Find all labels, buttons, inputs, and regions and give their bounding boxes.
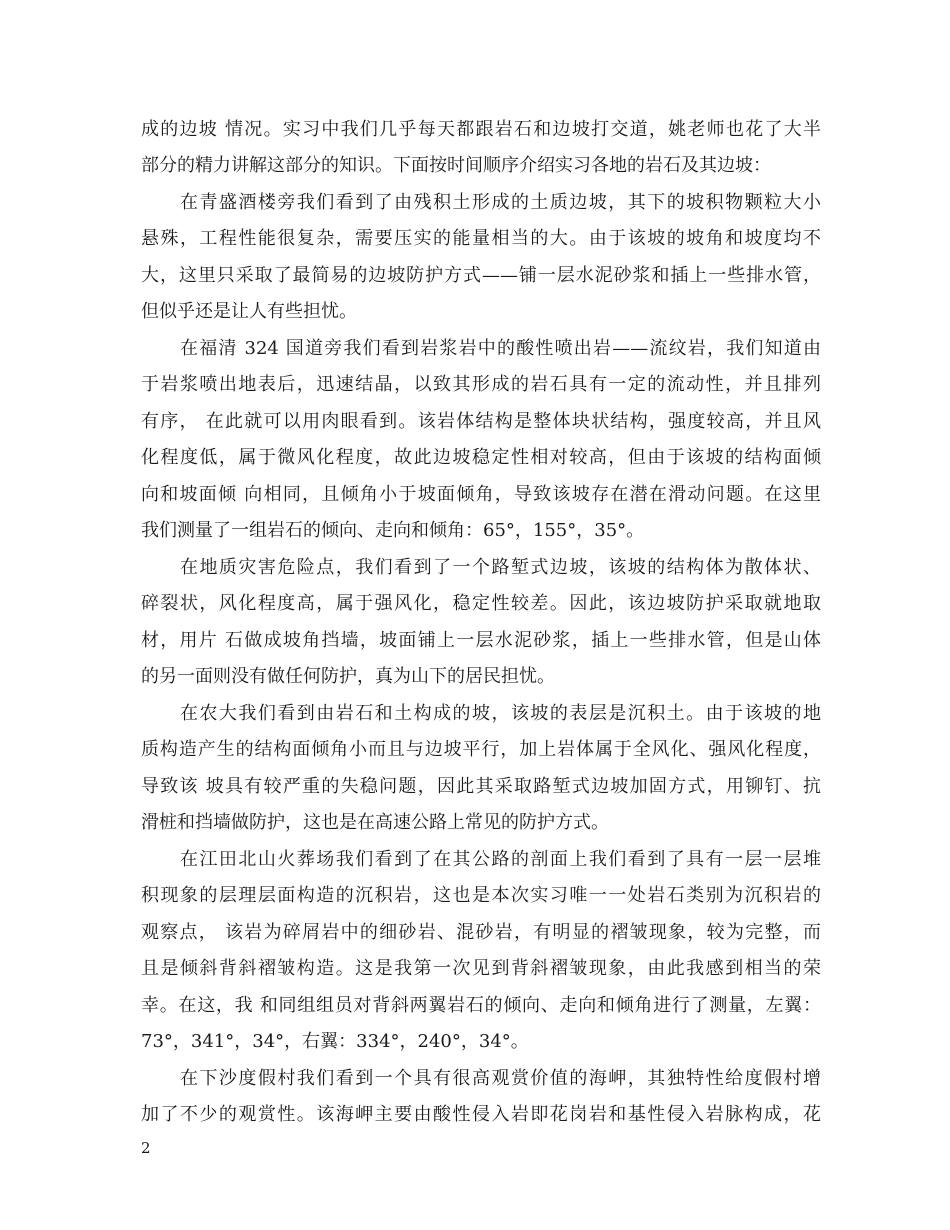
text-line: 导致该 坡具有较严重的失稳问题，因此其采取路堑式边坡加固方式，用铆钉、抗 (141, 776, 821, 797)
text-line: 于岩浆喷出地表后，迅速结晶，以致其形成的岩石具有一定的流动性，并且排列 (141, 374, 821, 395)
text-line: 幸。在这，我 和同组组员对背斜两翼岩石的倾向、走向和倾角进行了测量，左翼： (141, 995, 821, 1016)
text-line: 73°，341°，34°，右翼：334°，240°，34°。 (141, 1031, 529, 1052)
text-line: 大，这里只采取了最简易的边坡防护方式——铺一层水泥砂浆和插上一些排水管， (141, 265, 821, 286)
text-line: 的另一面则没有做任何防护，真为山下的居民担忧。 (141, 666, 555, 687)
text-line: 观察点， 该岩为碎屑岩中的细砂岩、混砂岩，有明显的褶皱现象，较为完整，而 (141, 922, 821, 943)
page-number: 2 (141, 1139, 151, 1157)
paragraph-first-line: 在地质灾害危险点，我们看到了一个路堑式边坡，该坡的结构体为散体状、 (180, 557, 821, 578)
paragraph-first-line: 在下沙度假村我们看到一个具有很高观赏价值的海岬，其独特性给度假村增 (180, 1068, 821, 1089)
text-line: 化程度低，属于微风化程度，故此边坡稳定性相对较高，但由于该坡的结构面倾 (141, 447, 821, 468)
text-line: 有序， 在此就可以用肉眼看到。该岩体结构是整体块状结构，强度较高，并且风 (141, 411, 821, 432)
text-line: 滑桩和挡墙做防护，这也是在高速公路上常见的防护方式。 (141, 812, 609, 833)
text-line: 且是倾斜背斜褶皱构造。这是我第一次见到背斜褶皱现象，由此我感到相当的荣 (141, 958, 821, 979)
text-line: 碎裂状，风化程度高，属于强风化，稳定性较差。因此，该边坡防护采取就地取 (141, 593, 821, 614)
text-line: 部分的精力讲解这部分的知识。下面按时间顺序介绍实习各地的岩石及其边坡： (141, 155, 771, 176)
text-line: 材，用片 石做成坡角挡墙，坡面铺上一层水泥砂浆，插上一些排水管，但是山体 (141, 630, 821, 651)
text-line: 向和坡面倾 向相同，且倾角小于坡面倾角，导致该坡存在潜在滑动问题。在这里 (141, 484, 821, 505)
paragraph-first-line: 在福清 324 国道旁我们看到岩浆岩中的酸性喷出岩——流纹岩，我们知道由 (180, 338, 821, 359)
text-line: 成的边坡 情况。实习中我们几乎每天都跟岩石和边坡打交道，姚老师也花了大半 (141, 119, 821, 140)
text-line: 质构造产生的结构面倾角小而且与边坡平行，加上岩体属于全风化、强风化程度， (141, 739, 821, 760)
paragraph-first-line: 在农大我们看到由岩石和土构成的坡，该坡的表层是沉积土。由于该坡的地 (180, 703, 821, 724)
paragraph-first-line: 在青盛酒楼旁我们看到了由残积土形成的土质边坡，其下的坡积物颗粒大小 (180, 192, 821, 213)
text-line: 但似乎还是让人有些担忧。 (141, 301, 357, 322)
text-line: 积现象的层理层面构造的沉积岩，这也是本次实习唯一一处岩石类别为沉积岩的 (141, 885, 821, 906)
text-line: 悬殊，工程性能很复杂，需要压实的能量相当的大。由于该坡的坡角和坡度均不 (141, 228, 821, 249)
text-line: 我们测量了一组岩石的倾向、走向和倾角：65°，155°，35°。 (141, 520, 645, 541)
paragraph-first-line: 在江田北山火葬场我们看到了在其公路的剖面上我们看到了具有一层一层堆 (180, 849, 821, 870)
text-line: 加了不少的观赏性。该海岬主要由酸性侵入岩即花岗岩和基性侵入岩脉构成，花 (141, 1104, 821, 1125)
